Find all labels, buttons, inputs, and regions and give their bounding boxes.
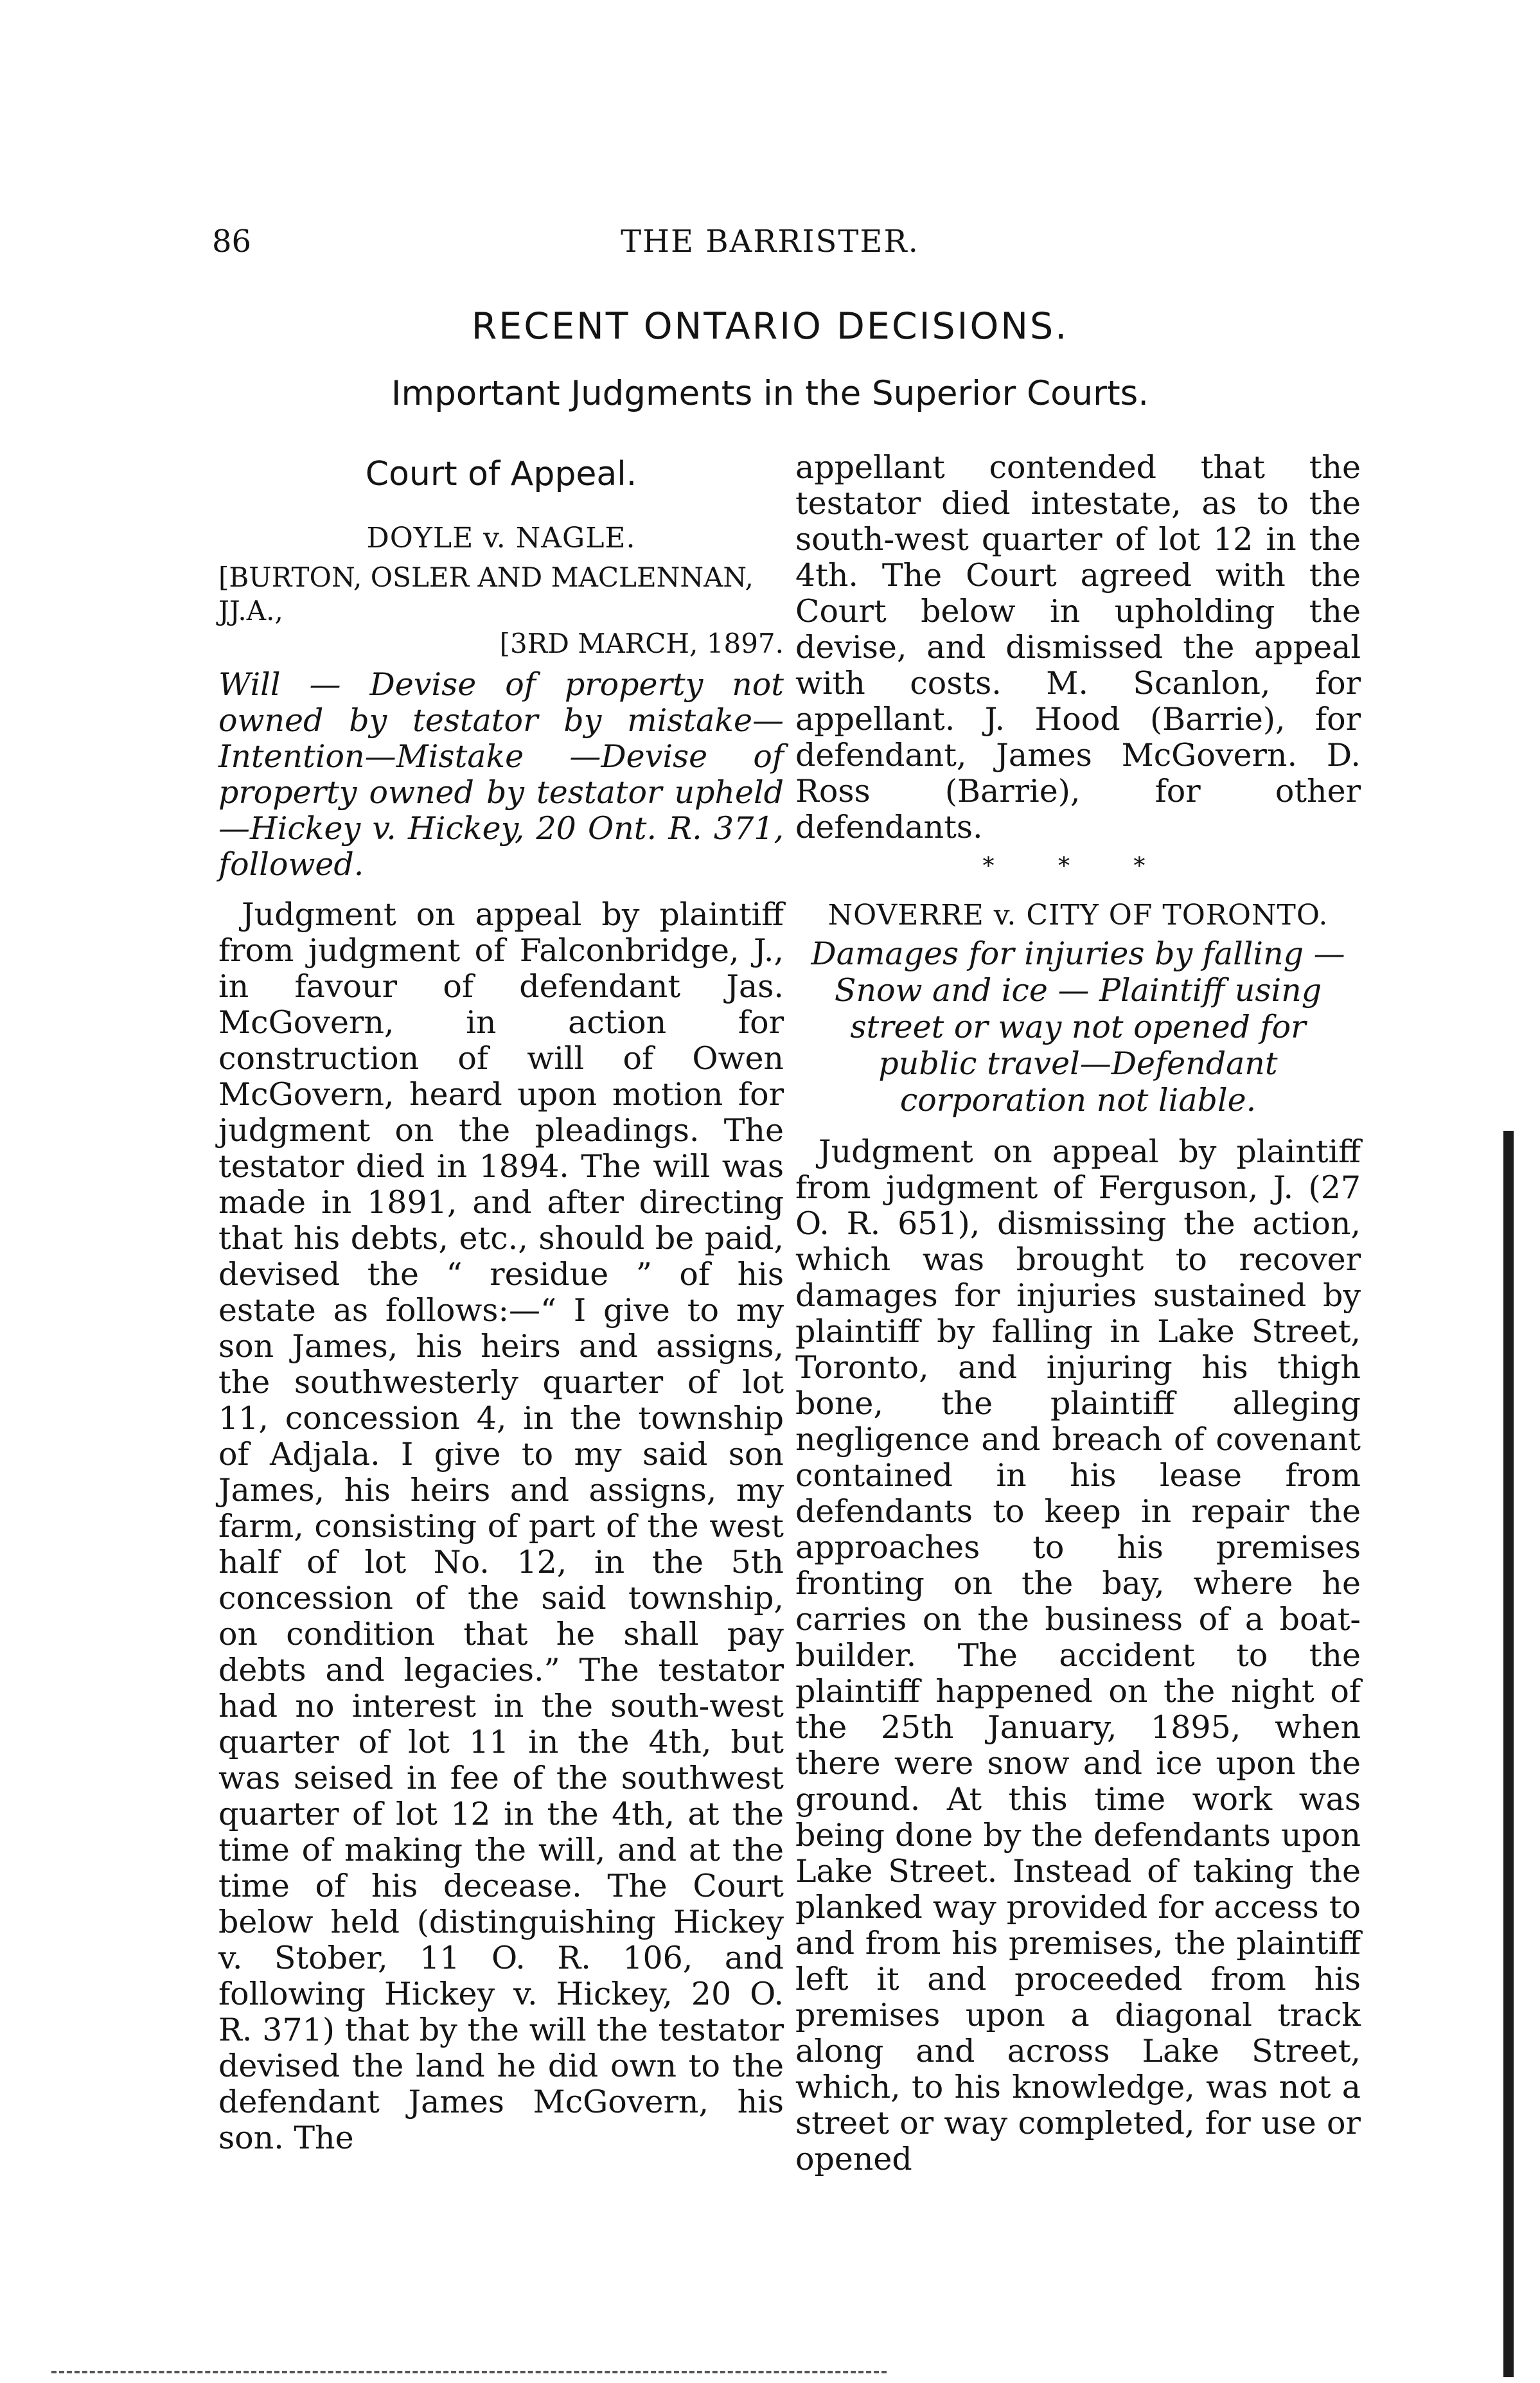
scan-bottom-artifact (51, 2371, 887, 2376)
court-title: Court of Appeal. (365, 455, 637, 493)
right-column (795, 450, 1361, 2177)
section-subheadline: Important Judgments in the Superior Courts. (391, 374, 1149, 413)
scan-edge-mark (1503, 1131, 1514, 2377)
headnote-doyle: Will — Devise of property not owned by testator by mistake—Intention—Mistake —Devise of property owned by testator upheld—Hickey v. Hickey, 20 Ont. R. 371, followed. (218, 666, 784, 883)
judgment-date: [3RD MARCH, 1897. (499, 628, 784, 659)
page-number: 86 (212, 224, 252, 260)
case-title-noverre: NOVERRE v. CITY OF TORONTO. (828, 899, 1329, 932)
judgment-body-doyle: Judgment on appeal by plaintiff from judgment of Falconbridge, J., in favour of defendant Jas. McGovern, in action for construction of will of Owen McGovern, heard upon motion for judgment on the pleadings. The testator died in 1894. The will was made in 1891, and after directing that his debts, etc., should be paid, devised the “ residue ” of his estate as follows:—“ I give to my son James, his heirs and assigns, the southwesterly quarter of lot 11, concession 4, in the township of Adjala. I give to my said son James, his heirs and assigns, my farm, consisting of part of the west half of lot No. 12, in the 5th concession of the said township, on condition that he shall pay debts and legacies.” The testator had no interest in the south-west quarter of lot 11 in the 4th, but was seised in fee of the southwest quarter of lot 12 in the 4th, at the time of making the will, and at the time of his decease. The Court below held (distinguishing Hickey v. Stober, 11 O. R. 106, and following Hickey v. Hickey, 20 O. R. 371) that by the will the testator devised the land he did own to the defendant James McGovern, his son. The (218, 896, 784, 2156)
left-column (218, 450, 784, 2156)
headnote-noverre: Damages for injuries by falling —Snow and ice — Plaintiff using street or way not opened for public travel—Defendant corporation not liable. (811, 935, 1345, 1119)
section-headline: RECENT ONTARIO DECISIONS. (471, 305, 1069, 348)
judgment-body-noverre: Judgment on appeal by plaintiff from judgment of Ferguson, J. (27 O. R. 651), dismissing the action, which was brought to recover damages for injuries sustained by plaintiff by falling in Lake Street, Toronto, and injuring his thigh bone, the plaintiff alleging negligence and breach of covenant contained in his lease from defendants to keep in repair the approaches to his premises fronting on the bay, where he carries on the business of a boat-builder. The accident to the plaintiff happened on the night of the 25th January, 1895, when there were snow and ice upon the ground. At this time work was being done by the defendants upon Lake Street. Instead of taking the planked way provided for access to and from his premises, the plaintiff left it and proceeded from his premises upon a diagonal track along and across Lake Street, which, to his knowledge, was not a street or way completed, for use or opened (795, 1133, 1361, 2177)
judges-line: [BURTON, OSLER AND MACLENNAN, JJ.A., (218, 562, 754, 626)
running-title: THE BARRISTER. (621, 224, 919, 260)
case-title-doyle: DOYLE v. NAGLE. (366, 522, 636, 554)
judgment-continuation: appellant contended that the testator died intestate, as to the south-west quarter of lot 12 in the 4th. The Court agreed with the Court below in upholding the devise, and dismissed the appeal with costs. M. Scanlon, for appellant. J. Hood (Barrie), for defendant, James McGovern. D. Ross (Barrie), for other defendants. (795, 449, 1361, 846)
section-separator: * * * (982, 853, 1174, 880)
